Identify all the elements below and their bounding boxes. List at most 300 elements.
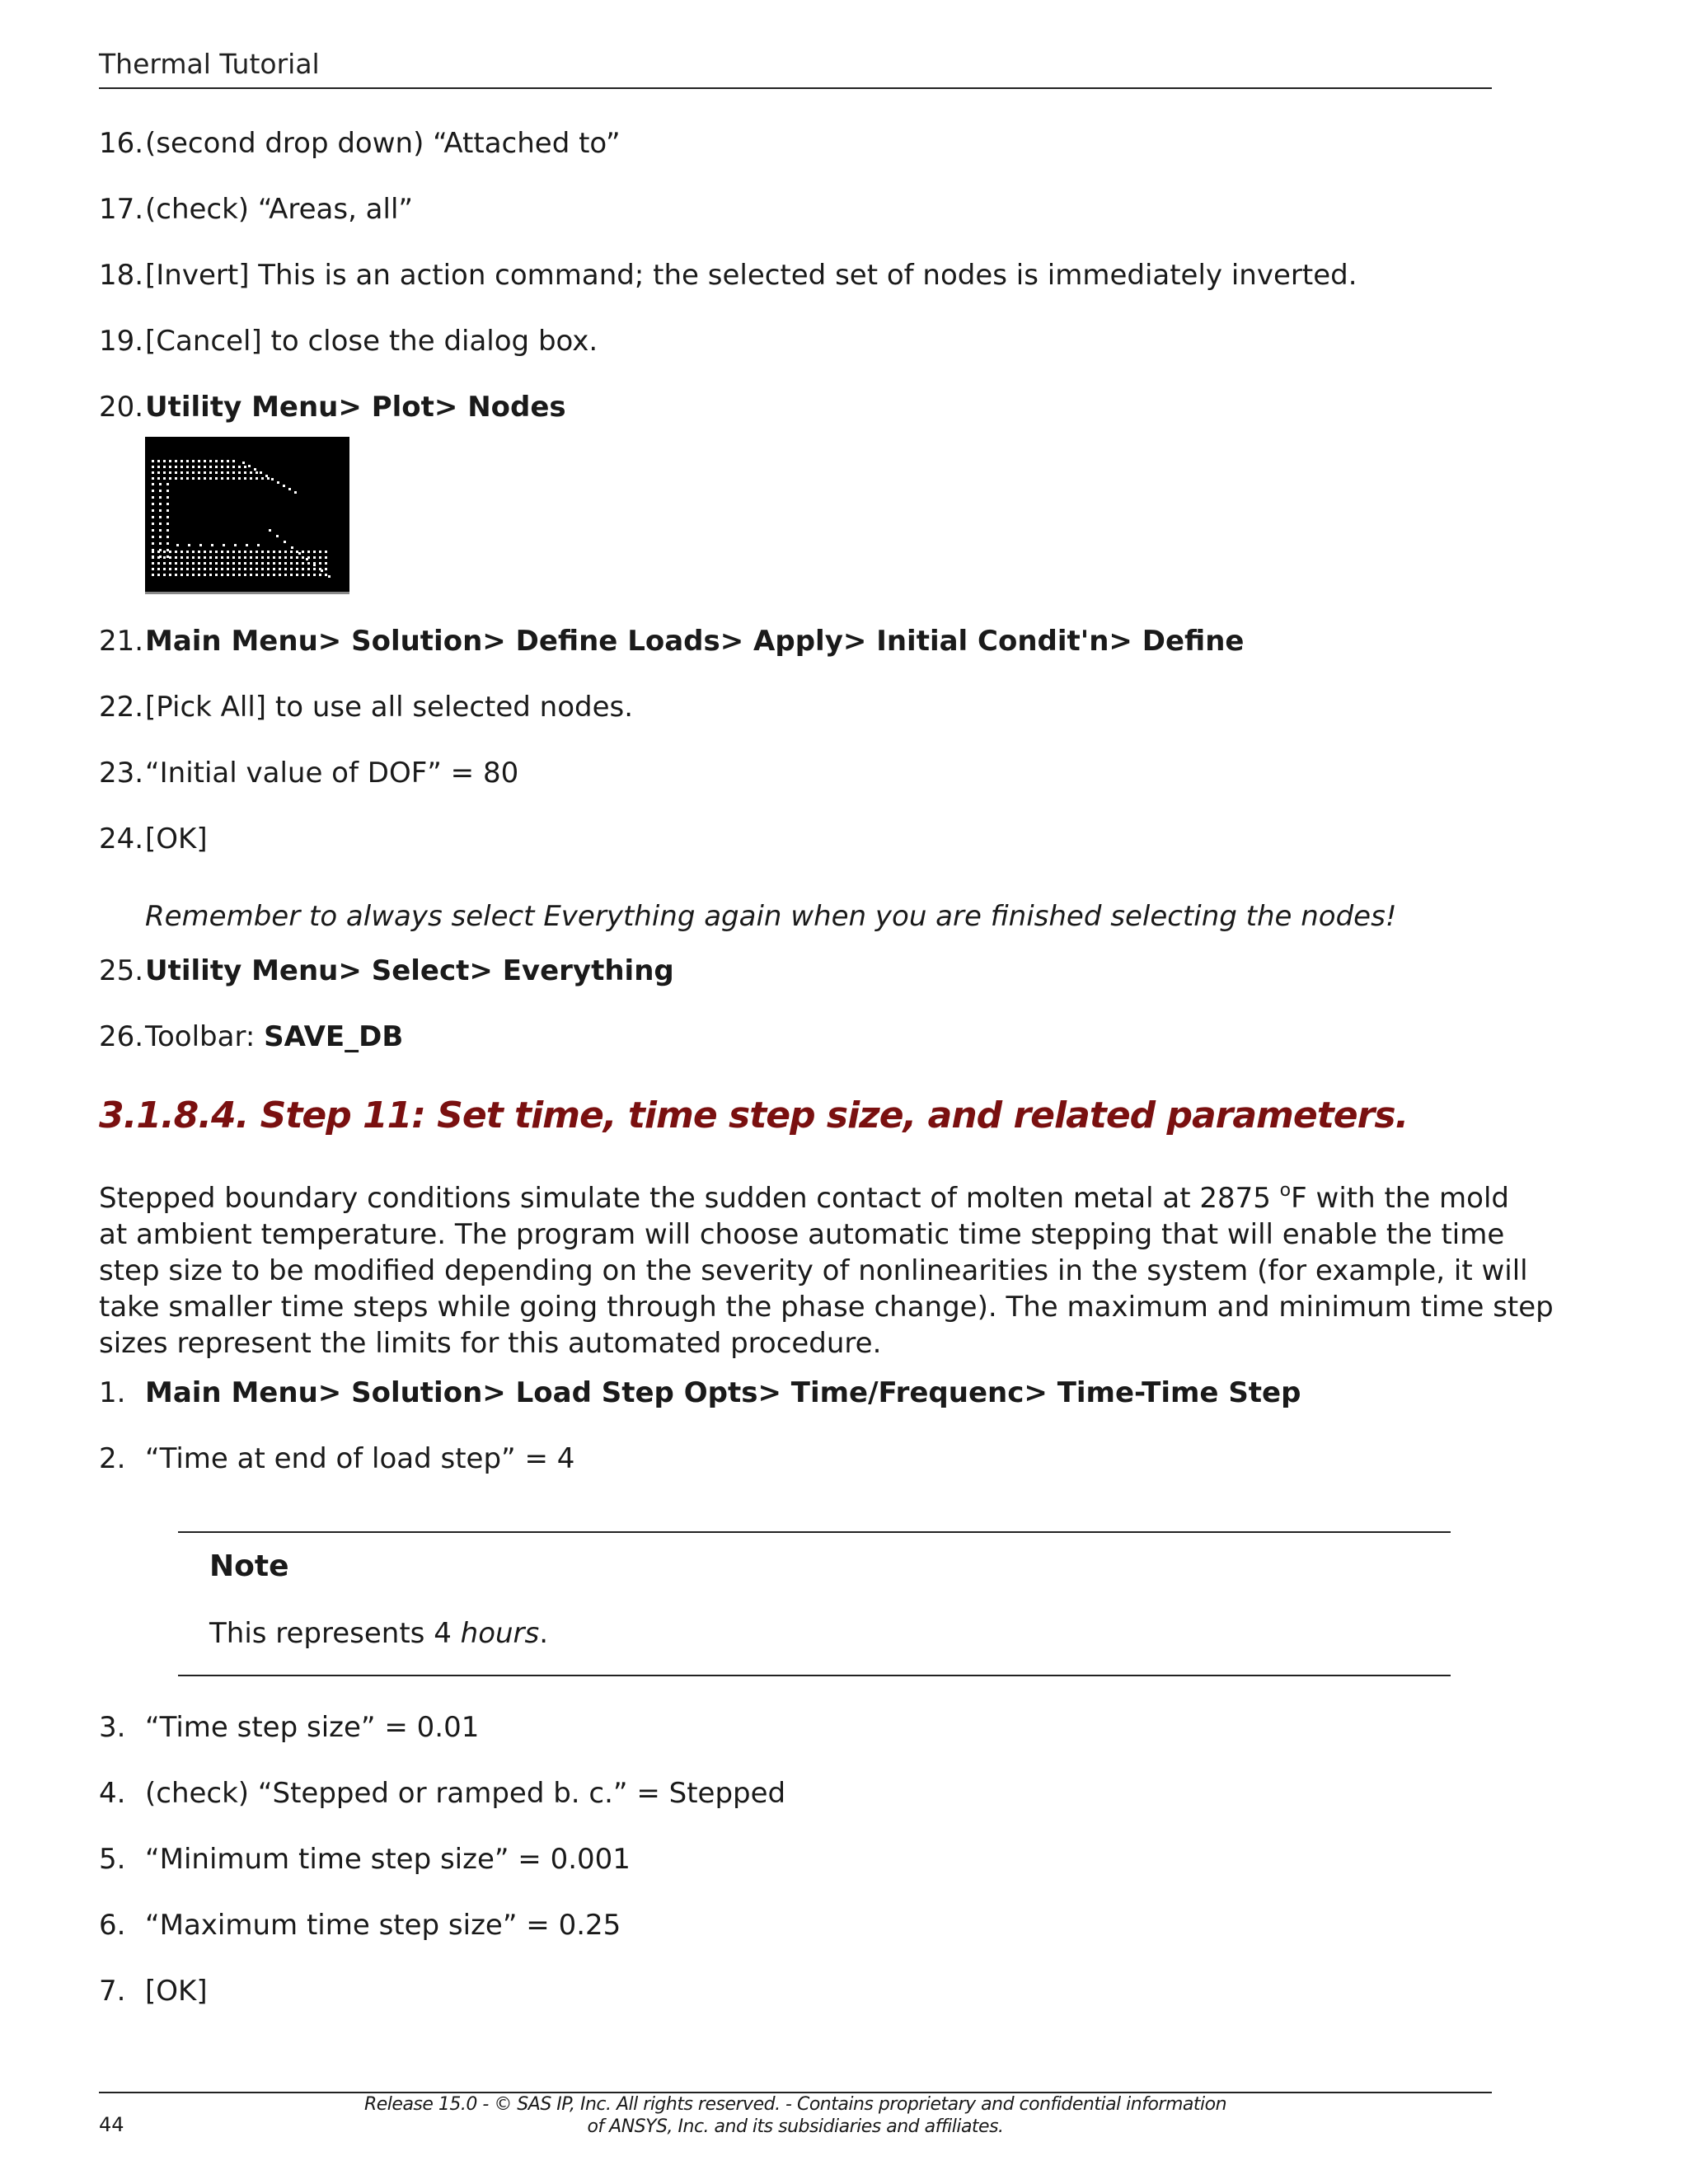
node-dot [244, 562, 246, 565]
paragraph-text: F with the mold [1291, 1182, 1510, 1215]
node-dot [273, 574, 275, 576]
node-dot [261, 556, 264, 559]
node-dot [175, 460, 177, 462]
node-dot [267, 551, 270, 553]
node-dot [181, 471, 183, 474]
list-item-text: “Time at end of load step” = 4 [145, 1442, 575, 1475]
page-number: 44 [99, 2113, 124, 2136]
node-dot [152, 471, 154, 474]
node-dot [169, 466, 171, 468]
node-dot [166, 549, 169, 551]
node-dot [227, 574, 229, 576]
node-dot [159, 542, 162, 545]
node-dot [232, 574, 235, 576]
list-item-number: 20. [99, 391, 144, 424]
menu-path: Utility Menu> Plot> Nodes [145, 391, 566, 424]
list-item [99, 689, 633, 725]
node-dot [204, 562, 206, 565]
node-dot [152, 483, 154, 485]
node-dot [221, 477, 223, 480]
node-dot [209, 556, 212, 559]
node-dot [221, 568, 223, 570]
list-item [99, 1441, 574, 1477]
node-dot [256, 556, 258, 559]
node-dot [273, 551, 275, 553]
node-dot [169, 574, 171, 576]
node-dot [302, 568, 304, 570]
node-dot [163, 466, 166, 468]
node-dot [296, 551, 298, 553]
node-dot [157, 568, 160, 570]
node-dot [215, 471, 218, 474]
degree-superscript: o [1279, 1180, 1292, 1201]
node-dot [192, 471, 195, 474]
list-item-number: 5. [99, 1843, 126, 1876]
node-dot [186, 568, 189, 570]
node-dot [157, 471, 160, 474]
node-dot [166, 490, 169, 492]
node-dot [227, 568, 229, 570]
node-dot [169, 551, 171, 553]
node-dot [298, 552, 301, 555]
node-dot [157, 460, 160, 462]
node-dot [152, 562, 154, 565]
node-dot [215, 556, 218, 559]
node-dot [256, 551, 258, 553]
node-dot [209, 471, 212, 474]
node-dot [296, 556, 298, 559]
node-dot [232, 471, 235, 474]
node-dot [186, 477, 189, 480]
node-dot [198, 556, 200, 559]
menu-path: Main Menu> Solution> Define Loads> Apply> Initial Condit'n> Define [145, 625, 1245, 658]
node-dot [198, 568, 200, 570]
node-dot [152, 536, 154, 538]
menu-path: Utility Menu> Select> Everything [145, 954, 674, 987]
node-dot [273, 556, 275, 559]
node-dot [284, 574, 287, 576]
running-header-title: Thermal Tutorial [99, 48, 320, 80]
node-dot [163, 568, 166, 570]
node-dot [211, 544, 213, 546]
node-dot [290, 574, 293, 576]
list-item-text: “Maximum time step size” = 0.25 [145, 1909, 621, 1942]
node-dot [223, 544, 225, 546]
node-dot [192, 568, 195, 570]
node-dot [319, 574, 321, 576]
node-dot [198, 574, 200, 576]
node-dot [313, 574, 316, 576]
node-dot [192, 574, 195, 576]
paragraph-line: take smaller time steps while going through the phase change). The maximum and minimum time step [99, 1291, 1554, 1324]
node-dot [204, 551, 206, 553]
node-dot [181, 556, 183, 559]
node-dot [175, 556, 177, 559]
node-dot [288, 488, 291, 490]
node-dot [198, 477, 200, 480]
node-dot [152, 503, 154, 505]
node-dot [166, 542, 169, 545]
node-dot [232, 551, 235, 553]
list-item [99, 323, 598, 359]
node-dot [192, 551, 195, 553]
node-dot [313, 568, 316, 570]
section-heading: 3.1.8.4. Step 11: Set time, time step size, and related parameters. [99, 1094, 1409, 1137]
node-dot [227, 556, 229, 559]
node-dot [204, 556, 206, 559]
node-dot [166, 496, 169, 499]
toolbar-command: SAVE_DB [264, 1020, 404, 1053]
node-dot [169, 568, 171, 570]
node-dot [283, 485, 285, 487]
list-item-text: [Pick All] to use all selected nodes. [145, 691, 634, 724]
node-dot [209, 551, 212, 553]
node-dot [163, 556, 166, 559]
list-item-number: 3. [99, 1711, 126, 1744]
list-item [99, 755, 518, 791]
node-dot [186, 562, 189, 565]
node-dot [244, 471, 246, 474]
node-dot [163, 551, 166, 553]
node-dot [181, 551, 183, 553]
node-dot [227, 551, 229, 553]
node-dot [186, 466, 189, 468]
list-item [99, 1973, 208, 2009]
node-dot [192, 460, 195, 462]
list-item-number: 6. [99, 1909, 126, 1942]
node-dot [279, 568, 281, 570]
node-dot [157, 477, 160, 480]
node-dot [152, 490, 154, 492]
node-dot [175, 471, 177, 474]
node-dot [159, 516, 162, 518]
node-dot [265, 475, 268, 477]
node-dot [250, 551, 252, 553]
node-dot [232, 477, 235, 480]
list-item [99, 125, 621, 162]
node-dot [227, 460, 229, 462]
node-dot [209, 466, 212, 468]
node-dot [157, 556, 160, 559]
node-dot [244, 574, 246, 576]
list-item [99, 623, 1245, 659]
node-dot [227, 471, 229, 474]
node-dot [204, 568, 206, 570]
list-item-number: 16. [99, 127, 144, 160]
node-dot [250, 574, 252, 576]
node-dot [232, 562, 235, 565]
node-dot [284, 562, 287, 565]
node-dot [221, 562, 223, 565]
node-dot [273, 568, 275, 570]
list-item-number: 19. [99, 325, 144, 358]
node-dot [198, 562, 200, 565]
node-dot [238, 477, 241, 480]
node-dot [159, 503, 162, 505]
list-item-number: 1. [99, 1376, 126, 1409]
list-item [99, 1709, 479, 1746]
node-dot [198, 551, 200, 553]
list-item-number: 24. [99, 823, 144, 855]
node-dot [250, 556, 252, 559]
node-dot [221, 551, 223, 553]
list-item-text: “Minimum time step size” = 0.001 [145, 1843, 631, 1876]
node-dot [186, 551, 189, 553]
node-dot [209, 568, 212, 570]
node-dot [277, 481, 279, 484]
list-item-number: 18. [99, 259, 144, 292]
node-dot [267, 568, 270, 570]
node-dot [152, 551, 154, 553]
node-dot [209, 477, 212, 480]
node-dot [159, 496, 162, 499]
node-dot [290, 551, 293, 553]
node-dot [152, 477, 154, 480]
node-dot [232, 568, 235, 570]
node-dot [215, 568, 218, 570]
list-item-number: 17. [99, 193, 144, 226]
node-dot [215, 551, 218, 553]
node-dot [290, 556, 293, 559]
node-dot [159, 483, 162, 485]
node-dot [325, 556, 327, 559]
node-dot [296, 562, 298, 565]
list-item [99, 1775, 785, 1811]
paragraph-text: Stepped boundary conditions simulate the sudden contact of molten metal at 2875 [99, 1182, 1280, 1215]
node-dot [296, 574, 298, 576]
node-dot [215, 460, 218, 462]
node-dot [181, 477, 183, 480]
node-dot [306, 558, 308, 560]
node-dot [269, 529, 271, 532]
node-dot [256, 574, 258, 576]
node-dot [199, 544, 202, 546]
node-dot [152, 460, 154, 462]
node-dot [261, 477, 264, 480]
list-item-number: 23. [99, 757, 144, 790]
node-dot [192, 556, 195, 559]
node-dot [260, 471, 262, 474]
node-dot [313, 551, 316, 553]
list-item [99, 1019, 403, 1055]
node-dot [325, 568, 327, 570]
note-title: Note [209, 1549, 289, 1583]
list-item [99, 389, 566, 425]
node-dot [181, 568, 183, 570]
node-dot [307, 551, 310, 553]
node-dot [302, 551, 304, 553]
list-item [99, 1375, 1301, 1411]
node-dot [307, 574, 310, 576]
node-dot [294, 491, 297, 494]
node-dot [163, 471, 166, 474]
list-item-number: 26. [99, 1020, 144, 1053]
node-dot [163, 460, 166, 462]
node-dot [267, 556, 270, 559]
node-dot [204, 460, 206, 462]
node-dot [256, 477, 258, 480]
node-dot [159, 523, 162, 525]
paragraph-line [99, 1180, 1510, 1216]
node-dot [296, 568, 298, 570]
node-dot [248, 465, 251, 467]
list-item-number: 4. [99, 1777, 126, 1810]
node-dot [328, 575, 331, 578]
node-dot [321, 569, 323, 572]
list-item-text: [Cancel] to close the dialog box. [145, 325, 598, 358]
node-dot [169, 556, 171, 559]
list-item [99, 1841, 631, 1877]
node-dot [232, 460, 235, 462]
node-dot [157, 562, 160, 565]
node-dot [186, 556, 189, 559]
node-dot [276, 535, 279, 537]
node-dot [159, 536, 162, 538]
node-dot [209, 562, 212, 565]
node-dot [186, 460, 189, 462]
node-dot [159, 490, 162, 492]
node-dot [221, 556, 223, 559]
list-item-text: (check) “Areas, all” [145, 193, 414, 226]
node-dot [175, 574, 177, 576]
node-dot [152, 509, 154, 512]
node-dot [302, 562, 304, 565]
node-dot [238, 574, 241, 576]
list-item-prefix: Toolbar: [145, 1020, 265, 1053]
note-text: This represents 4 [209, 1617, 461, 1650]
list-item-number: 22. [99, 691, 144, 724]
node-dot [267, 477, 270, 480]
node-dot [215, 477, 218, 480]
node-dot [152, 568, 154, 570]
node-dot [244, 477, 246, 480]
node-dot [302, 556, 304, 559]
node-dot [181, 562, 183, 565]
node-dot [244, 568, 246, 570]
node-dot [221, 466, 223, 468]
node-dot [169, 562, 171, 565]
node-dot [215, 562, 218, 565]
node-dot [319, 562, 321, 565]
node-dot [186, 471, 189, 474]
node-dot [227, 466, 229, 468]
legal-line: of ANSYS, Inc. and its subsidiaries and affiliates. [587, 2116, 1004, 2137]
node-plot-graphic [145, 437, 349, 589]
node-dot [186, 574, 189, 576]
node-dot [204, 574, 206, 576]
node-dot [256, 568, 258, 570]
paragraph-line: sizes represent the limits for this automated procedure. [99, 1327, 882, 1360]
node-dot [254, 468, 256, 471]
node-dot [257, 544, 260, 546]
node-dot [227, 562, 229, 565]
node-dot [159, 529, 162, 532]
node-dot [238, 551, 241, 553]
list-item [99, 821, 208, 857]
paragraph-line: step size to be modified depending on the severity of nonlinearities in the system (for example, it will [99, 1254, 1528, 1287]
node-dot [159, 509, 162, 512]
node-dot [232, 556, 235, 559]
italic-remark: Remember to always select Everything again when you are finished selecting the nodes! [145, 900, 1397, 933]
node-dot [176, 544, 179, 546]
list-item-number: 21. [99, 625, 144, 658]
node-dot [271, 478, 274, 480]
node-dot [152, 542, 154, 545]
node-dot [181, 466, 183, 468]
footer-legal-notice [99, 2093, 1492, 2138]
list-item-text: (second drop down) “Attached to” [145, 127, 621, 160]
node-dot [166, 509, 169, 512]
note-body [209, 1615, 548, 1652]
node-dot [166, 555, 169, 558]
node-dot [273, 562, 275, 565]
note-emphasis: hours [460, 1617, 540, 1650]
node-dot [284, 568, 287, 570]
node-dot [261, 574, 264, 576]
node-dot [175, 466, 177, 468]
node-dot [261, 568, 264, 570]
list-item [99, 953, 674, 989]
node-dot [152, 574, 154, 576]
node-dot [175, 551, 177, 553]
list-item-text: [OK] [145, 823, 208, 855]
node-dot [188, 544, 190, 546]
node-dot [198, 466, 200, 468]
node-dot [313, 556, 316, 559]
node-dot [169, 460, 171, 462]
node-dot [209, 460, 212, 462]
node-dot [319, 551, 321, 553]
note-text: . [539, 1617, 549, 1650]
node-dot [157, 466, 160, 468]
node-dot [307, 568, 310, 570]
list-item-text: (check) “Stepped or ramped b. c.” = Stepped [145, 1777, 786, 1810]
node-dot [250, 471, 252, 474]
node-dot [166, 536, 169, 538]
node-dot [290, 568, 293, 570]
node-dot [325, 562, 327, 565]
node-dot [244, 551, 246, 553]
node-dot [175, 568, 177, 570]
node-plot-image [145, 437, 349, 594]
node-dot [192, 466, 195, 468]
list-item-text: [Invert] This is an action command; the selected set of nodes is immediately inverted. [145, 259, 1357, 292]
note-box [178, 1531, 1451, 1676]
node-dot [244, 556, 246, 559]
node-dot [166, 503, 169, 505]
node-dot [234, 544, 237, 546]
node-dot [291, 546, 293, 549]
node-dot [261, 551, 264, 553]
node-dot [192, 562, 195, 565]
node-dot [246, 544, 248, 546]
node-dot [250, 568, 252, 570]
node-dot [319, 556, 321, 559]
list-item-number: 7. [99, 1975, 126, 2008]
node-dot [302, 574, 304, 576]
node-dot [279, 556, 281, 559]
menu-path: Main Menu> Solution> Load Step Opts> Time/Frequenc> Time-Time Step [145, 1376, 1301, 1409]
node-dot [204, 471, 206, 474]
node-dot [221, 471, 223, 474]
list-item [99, 191, 413, 227]
node-dot [198, 460, 200, 462]
node-dot [313, 564, 316, 566]
node-dot [204, 466, 206, 468]
node-dot [221, 574, 223, 576]
node-dot [238, 568, 241, 570]
node-dot [215, 574, 218, 576]
